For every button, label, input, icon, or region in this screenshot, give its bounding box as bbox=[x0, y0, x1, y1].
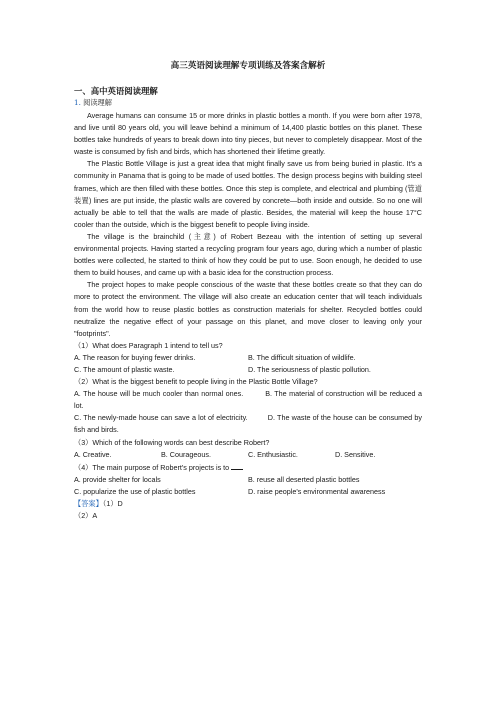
answer-1: （1）D bbox=[102, 499, 123, 508]
passage-paragraph-4: The project hopes to make people conscious of the waste that these bottles create so that they can do more to protect the environment. The village will also create an education center that will teach individuals from the world how to reuse plastic bottles as construction materials for shelter. Recycled bottles could neutralize the negative effect of your passage on this planet, and move closer to leaving only your "footprints". bbox=[74, 280, 422, 338]
item-heading bbox=[74, 97, 422, 109]
answer-line-1 bbox=[74, 498, 422, 510]
passage-paragraph-3: The village is the brainchild (主意) of Robert Bezeau with the intention of setting up several environmental projects. Having started a recycling program four years ago, during which a number of plastic bottles were collected, he started to think of how they could be put to use. Soon enough, he decided to use them to build houses, and came up with a basic idea for the construction process. bbox=[74, 231, 422, 278]
question-1-option-b: B. The difficult situation of wildlife. bbox=[248, 352, 356, 362]
question-2-stem: （2）What is the biggest benefit to people living in the Plastic Bottle Village? bbox=[74, 377, 318, 387]
question-1-option-a: A. The reason for buying fewer drinks. bbox=[74, 352, 196, 362]
question-1-options-row-2 bbox=[74, 364, 422, 376]
question-2-option-d: D. The waste of the house can be consumed by fish and birds. bbox=[74, 413, 422, 435]
question-3-option-d: D. Sensitive. bbox=[335, 449, 376, 459]
question-3-option-a: A. Creative. bbox=[74, 449, 112, 459]
passage-paragraph-1: Average humans can consume 15 or more drinks in plastic bottles a month. If you were born after 1978, and live until 80 years old, you will leave behind a minimum of 14,400 plastic bottles on this planet. These bottles take hundreds of years to break down into tiny pieces, but never to completely disappear. Most of the waste is consumed by fish and birds, which has shortened their lifetime greatly. bbox=[74, 111, 422, 157]
question-4-stem-line bbox=[74, 461, 422, 474]
question-4-options-row-1 bbox=[74, 474, 422, 486]
question-4-option-c: C. popularize the use of plastic bottles bbox=[74, 486, 196, 496]
question-1-option-d: D. The seriousness of plastic pollution. bbox=[248, 364, 371, 374]
question-2-options-ab bbox=[74, 388, 422, 412]
question-1-options-row-1 bbox=[74, 352, 422, 364]
question-3-option-c: C. Enthusiastic. bbox=[248, 449, 298, 459]
question-2-option-a: A. The house will be much cooler than normal ones. bbox=[74, 389, 244, 399]
question-1-option-c: C. The amount of plastic waste. bbox=[74, 364, 175, 374]
question-3-stem: （3）Which of the following words can best describe Robert? bbox=[74, 437, 270, 447]
question-2-option-b: B. The material of construction will be reduced a lot. bbox=[74, 389, 422, 411]
item-label: 阅读理解 bbox=[83, 98, 112, 107]
answer-2: （2）A bbox=[74, 511, 98, 521]
answer-tag: 【答案】 bbox=[74, 499, 103, 508]
item-number: 1. bbox=[74, 98, 81, 107]
passage-paragraph-2: The Plastic Bottle Village is just a great idea that might finally save us from being buried in plastic. It's a community in Panama that is going to be made of used bottles. The design process begins with building steel frames, which are then filled with these bottles. Once this step is complete, and electrical and plumbing (管道装置) lines are put inside, the plastic walls are covered by concrete—both inside and outside. So no one will actually be able to tell that the walls are made of plastic. Besides, the material will keep the house 17°C cooler than the outside, which is the biggest benefit to people living inside. bbox=[74, 159, 422, 229]
section-heading: 一、高中英语阅读理解 bbox=[74, 86, 158, 96]
answer-blank bbox=[231, 461, 243, 470]
question-4-option-a: A. provide shelter for locals bbox=[74, 474, 161, 484]
question-4-stem: （4）The main purpose of Robert's projects is to bbox=[74, 462, 230, 472]
question-1-stem: （1）What does Paragraph 1 intend to tell us? bbox=[74, 340, 223, 350]
question-4-option-d: D. raise people's environmental awareness bbox=[248, 486, 386, 496]
question-2-options-cd bbox=[74, 412, 422, 436]
question-4-options-row-2 bbox=[74, 486, 422, 498]
question-3-options-row bbox=[74, 449, 422, 461]
page-title: 高三英语阅读理解专项训练及答案含解析 bbox=[170, 61, 326, 71]
question-4-option-b: B. reuse all deserted plastic bottles bbox=[248, 474, 360, 484]
question-2-option-c: C. The newly-made house can save a lot of electricity. bbox=[74, 413, 248, 423]
question-3-option-b: B. Courageous. bbox=[161, 449, 211, 459]
